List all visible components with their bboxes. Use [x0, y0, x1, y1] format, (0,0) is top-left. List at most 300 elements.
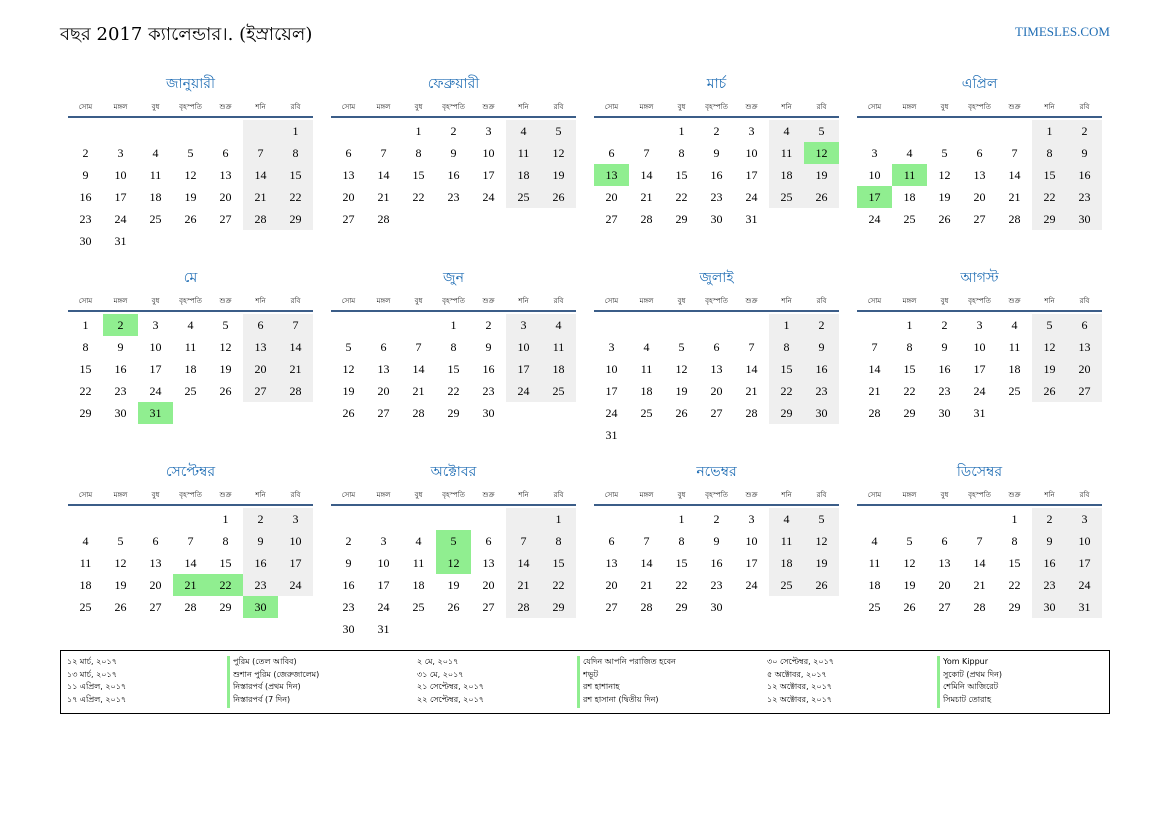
day-cell: 26 — [447, 600, 460, 614]
day-grid — [68, 120, 313, 252]
day-cell: 12 — [342, 362, 355, 376]
day-cell: 28 — [868, 406, 881, 420]
day-cell: 3 — [748, 124, 755, 138]
weekday-label: রবি — [553, 103, 564, 111]
day-cell: 8 — [82, 340, 89, 354]
day-cell: 5 — [436, 530, 471, 552]
day-cell: 4 — [769, 120, 804, 142]
empty-cell — [471, 508, 506, 530]
day-cell: 27 — [342, 212, 355, 226]
day-grid — [857, 120, 1102, 230]
day-cell: 28 — [243, 208, 278, 230]
holiday-name: শুশান পুরিম (জেরুজালেম) — [233, 669, 320, 679]
weekday-label: সোম — [78, 103, 93, 111]
weekday-label: মঙ্গল — [639, 103, 654, 111]
day-cell: 20 — [710, 384, 723, 398]
day-cell: 20 — [243, 358, 278, 380]
month-block — [857, 266, 1102, 460]
month-name: এপ্রিল — [961, 76, 998, 92]
day-cell: 21 — [412, 384, 425, 398]
day-cell: 31 — [138, 402, 173, 424]
day-cell: 22 — [1032, 186, 1067, 208]
day-cell: 15 — [675, 556, 688, 570]
day-cell: 19 — [447, 578, 460, 592]
empty-cell — [436, 618, 471, 640]
day-cell: 11 — [1008, 340, 1021, 354]
holiday-date: ৩০ সেপ্টেম্বর, ২০১৭ — [767, 657, 834, 666]
month-name: অক্টোবর — [430, 464, 477, 480]
day-cell: 22 — [541, 574, 576, 596]
day-cell: 27 — [149, 600, 162, 614]
day-cell: 3 — [152, 318, 159, 332]
day-cell: 18 — [1008, 362, 1021, 376]
weekday-label: বুধ — [677, 103, 686, 111]
day-cell: 17 — [278, 552, 313, 574]
day-cell: 8 — [450, 340, 457, 354]
empty-cell — [629, 424, 664, 446]
day-cell: 18 — [903, 190, 916, 204]
month-name: ডিসেম্বর — [956, 464, 1003, 480]
day-cell: 14 — [184, 556, 197, 570]
day-cell: 8 — [1032, 142, 1067, 164]
weekday-label: সোম — [341, 297, 356, 305]
weekday-label: মঙ্গল — [113, 491, 128, 499]
empty-cell — [769, 424, 804, 446]
weekday-label: মঙ্গল — [113, 103, 128, 111]
day-cell: 13 — [605, 556, 618, 570]
weekday-label: বুধ — [151, 297, 160, 305]
day-cell: 23 — [342, 600, 355, 614]
holiday-date: ১৩ মার্চ, ২০১৭ — [67, 669, 117, 679]
day-cell: 9 — [485, 340, 492, 354]
holiday-date-column — [417, 656, 577, 708]
month-block — [857, 460, 1102, 654]
day-cell: 8 — [415, 146, 422, 160]
day-cell: 24 — [605, 406, 618, 420]
day-cell: 16 — [1067, 164, 1102, 186]
day-cell: 12 — [804, 530, 839, 552]
day-cell: 27 — [243, 380, 278, 402]
day-cell: 13 — [219, 168, 232, 182]
weekday-label: সোম — [867, 491, 882, 499]
day-cell: 1 — [906, 318, 913, 332]
weekday-label: শনি — [255, 297, 266, 305]
holiday-date-column — [767, 656, 937, 708]
day-cell: 28 — [377, 212, 390, 226]
day-cell: 16 — [710, 556, 723, 570]
weekday-label: বৃহস্পতি — [179, 103, 202, 111]
day-cell: 25 — [769, 574, 804, 596]
day-cell: 6 — [485, 534, 492, 548]
day-cell: 19 — [342, 384, 355, 398]
day-cell: 23 — [243, 574, 278, 596]
day-cell: 26 — [342, 406, 355, 420]
day-cell: 4 — [1011, 318, 1018, 332]
day-cell: 6 — [608, 534, 615, 548]
day-cell: 10 — [506, 336, 541, 358]
weekday-label: রবি — [553, 297, 564, 305]
day-cell: 19 — [804, 552, 839, 574]
day-cell: 29 — [903, 406, 916, 420]
day-cell: 18 — [769, 164, 804, 186]
day-cell: 8 — [678, 534, 685, 548]
day-cell: 31 — [1067, 596, 1102, 618]
day-cell: 11 — [769, 142, 804, 164]
empty-cell — [331, 508, 366, 530]
day-cell: 24 — [1067, 574, 1102, 596]
day-cell: 1 — [1011, 512, 1018, 526]
holiday-name: শভূট — [583, 669, 599, 679]
day-cell: 12 — [114, 556, 127, 570]
day-cell: 20 — [149, 578, 162, 592]
day-cell: 24 — [745, 578, 758, 592]
day-cell: 16 — [938, 362, 951, 376]
weekday-label: রবি — [290, 103, 301, 111]
empty-cell — [699, 314, 734, 336]
empty-cell — [243, 230, 278, 252]
day-cell: 12 — [903, 556, 916, 570]
day-cell: 27 — [938, 600, 951, 614]
empty-cell — [892, 120, 927, 142]
day-cell: 21 — [1008, 190, 1021, 204]
day-grid — [331, 120, 576, 230]
day-cell: 30 — [342, 622, 355, 636]
empty-cell — [331, 314, 366, 336]
day-cell: 9 — [941, 340, 948, 354]
weekday-label: রবি — [816, 491, 827, 499]
weekday-label: শুক্র — [745, 297, 758, 305]
empty-cell — [366, 314, 401, 336]
day-cell: 14 — [640, 168, 653, 182]
day-cell: 19 — [804, 164, 839, 186]
day-cell: 10 — [973, 340, 986, 354]
empty-cell — [401, 314, 436, 336]
day-cell: 29 — [278, 208, 313, 230]
day-cell: 19 — [675, 384, 688, 398]
day-cell: 1 — [678, 512, 685, 526]
holiday-name: নিস্তারপর্ব (7 দিন) — [233, 694, 291, 704]
day-cell: 3 — [380, 534, 387, 548]
day-cell: 20 — [973, 190, 986, 204]
empty-cell — [962, 508, 997, 530]
day-cell: 30 — [938, 406, 951, 420]
weekday-label: বৃহস্পতি — [179, 491, 202, 499]
empty-cell — [278, 596, 313, 618]
empty-cell — [541, 208, 576, 230]
day-cell: 5 — [804, 508, 839, 530]
day-cell: 20 — [482, 578, 495, 592]
day-cell: 13 — [1067, 336, 1102, 358]
empty-cell — [278, 402, 313, 424]
weekday-label: শনি — [518, 103, 529, 111]
weekday-header — [68, 486, 313, 506]
day-cell: 23 — [1032, 574, 1067, 596]
day-cell: 31 — [377, 622, 390, 636]
day-cell: 17 — [745, 168, 758, 182]
day-cell: 21 — [377, 190, 390, 204]
day-cell: 11 — [149, 168, 162, 182]
weekday-label: রবি — [290, 297, 301, 305]
weekday-label: সোম — [867, 103, 882, 111]
weekday-label: সোম — [78, 297, 93, 305]
day-cell: 28 — [412, 406, 425, 420]
empty-cell — [541, 618, 576, 640]
empty-cell — [401, 508, 436, 530]
day-cell: 27 — [219, 212, 232, 226]
weekday-label: মঙ্গল — [113, 297, 128, 305]
holiday-name: Yom Kippur — [943, 657, 989, 666]
day-cell: 14 — [377, 168, 390, 182]
empty-cell — [927, 120, 962, 142]
empty-cell — [594, 120, 629, 142]
day-cell: 22 — [278, 186, 313, 208]
day-cell: 6 — [608, 146, 615, 160]
day-cell: 20 — [377, 384, 390, 398]
day-cell: 13 — [482, 556, 495, 570]
day-cell: 28 — [278, 380, 313, 402]
day-cell: 1 — [415, 124, 422, 138]
day-cell: 8 — [769, 336, 804, 358]
day-cell: 9 — [450, 146, 457, 160]
empty-cell — [401, 618, 436, 640]
empty-cell — [471, 208, 506, 230]
day-cell: 16 — [804, 358, 839, 380]
weekday-label: বৃহস্পতি — [705, 491, 728, 499]
day-cell: 5 — [804, 120, 839, 142]
day-cell: 4 — [506, 120, 541, 142]
empty-cell — [103, 120, 138, 142]
empty-cell — [734, 424, 769, 446]
day-cell: 28 — [745, 406, 758, 420]
day-cell: 18 — [640, 384, 653, 398]
day-cell: 9 — [804, 336, 839, 358]
day-cell: 7 — [187, 534, 194, 548]
month-name: জুলাই — [699, 270, 734, 286]
weekday-label: রবি — [816, 297, 827, 305]
day-cell: 10 — [482, 146, 495, 160]
day-cell: 23 — [447, 190, 460, 204]
day-cell: 27 — [973, 212, 986, 226]
month-block — [857, 72, 1102, 266]
weekday-label: বুধ — [151, 491, 160, 499]
day-cell: 10 — [1067, 530, 1102, 552]
day-cell: 24 — [149, 384, 162, 398]
site-link[interactable]: TIMESLES.COM — [1015, 24, 1110, 39]
weekday-label: বুধ — [414, 103, 423, 111]
day-cell: 22 — [903, 384, 916, 398]
day-cell: 1 — [1032, 120, 1067, 142]
day-cell: 26 — [1032, 380, 1067, 402]
weekday-header — [68, 292, 313, 312]
weekday-label: বৃহস্পতি — [968, 491, 991, 499]
empty-cell — [68, 120, 103, 142]
day-grid — [331, 314, 576, 424]
day-cell: 8 — [222, 534, 229, 548]
day-cell: 7 — [1011, 146, 1018, 160]
day-cell: 3 — [485, 124, 492, 138]
weekday-label: বুধ — [940, 491, 949, 499]
day-cell: 29 — [447, 406, 460, 420]
weekday-label: রবি — [816, 103, 827, 111]
weekday-label: শুক্র — [219, 297, 232, 305]
day-cell: 27 — [710, 406, 723, 420]
holiday-date: ১২ মার্চ, ২০১৭ — [67, 657, 117, 666]
day-cell: 5 — [941, 146, 948, 160]
day-cell: 10 — [605, 362, 618, 376]
day-cell: 18 — [868, 578, 881, 592]
holiday-date: ২ মে, ২০১৭ — [417, 657, 459, 666]
month-block — [594, 460, 839, 654]
day-cell: 2 — [450, 124, 457, 138]
day-cell: 30 — [1032, 596, 1067, 618]
day-cell: 20 — [605, 578, 618, 592]
day-cell: 13 — [594, 164, 629, 186]
day-cell: 26 — [541, 186, 576, 208]
weekday-label: শনি — [255, 491, 266, 499]
day-cell: 15 — [219, 556, 232, 570]
day-cell: 10 — [377, 556, 390, 570]
day-cell: 30 — [710, 600, 723, 614]
day-cell: 27 — [605, 212, 618, 226]
day-cell: 24 — [377, 600, 390, 614]
day-cell: 17 — [1067, 552, 1102, 574]
weekday-header — [594, 292, 839, 312]
day-cell: 17 — [857, 186, 892, 208]
empty-cell — [804, 596, 839, 618]
day-cell: 25 — [541, 380, 576, 402]
month-block — [594, 72, 839, 266]
weekday-label: শনি — [518, 297, 529, 305]
day-cell: 4 — [152, 146, 159, 160]
day-cell: 7 — [243, 142, 278, 164]
weekday-label: সোম — [604, 297, 619, 305]
weekday-label: মঙ্গল — [902, 297, 917, 305]
day-cell: 16 — [243, 552, 278, 574]
day-cell: 28 — [640, 212, 653, 226]
weekday-label: রবি — [290, 491, 301, 499]
day-cell: 7 — [976, 534, 983, 548]
day-cell: 5 — [1032, 314, 1067, 336]
day-cell: 9 — [713, 146, 720, 160]
weekday-label: রবি — [1079, 491, 1090, 499]
day-cell: 14 — [745, 362, 758, 376]
day-cell: 15 — [278, 164, 313, 186]
day-cell: 27 — [605, 600, 618, 614]
page-title: বছর 2017 ক্যালেন্ডার।. (ইস্রায়েল) — [60, 24, 313, 45]
day-cell: 27 — [377, 406, 390, 420]
month-block — [68, 460, 313, 654]
day-cell: 4 — [871, 534, 878, 548]
empty-cell — [366, 120, 401, 142]
weekday-header — [857, 486, 1102, 506]
day-cell: 13 — [149, 556, 162, 570]
month-name: আগস্ট — [960, 270, 999, 286]
day-cell: 28 — [506, 596, 541, 618]
day-cell: 3 — [871, 146, 878, 160]
day-cell: 4 — [187, 318, 194, 332]
day-cell: 8 — [1011, 534, 1018, 548]
empty-cell — [208, 230, 243, 252]
empty-cell — [734, 596, 769, 618]
day-cell: 8 — [541, 530, 576, 552]
empty-cell — [173, 120, 208, 142]
empty-cell — [1032, 402, 1067, 424]
empty-cell — [892, 508, 927, 530]
day-cell: 25 — [506, 186, 541, 208]
empty-cell — [208, 402, 243, 424]
day-cell: 14 — [973, 556, 986, 570]
day-cell: 24 — [506, 380, 541, 402]
weekday-label: শুক্র — [1008, 103, 1021, 111]
weekday-header — [68, 98, 313, 118]
day-cell: 9 — [345, 556, 352, 570]
day-cell: 13 — [243, 336, 278, 358]
empty-cell — [138, 120, 173, 142]
holiday-date: ১২ অক্টোবর, ২০১৭ — [767, 694, 832, 704]
day-cell: 14 — [1008, 168, 1021, 182]
day-cell: 15 — [447, 362, 460, 376]
day-cell: 17 — [114, 190, 127, 204]
empty-cell — [594, 508, 629, 530]
empty-cell — [138, 508, 173, 530]
empty-cell — [506, 402, 541, 424]
empty-cell — [103, 508, 138, 530]
day-cell: 15 — [903, 362, 916, 376]
day-cell: 5 — [541, 120, 576, 142]
day-cell: 16 — [447, 168, 460, 182]
empty-cell — [506, 208, 541, 230]
day-cell: 7 — [380, 146, 387, 160]
day-cell: 4 — [643, 340, 650, 354]
day-cell: 17 — [377, 578, 390, 592]
day-cell: 30 — [114, 406, 127, 420]
holiday-date: ২১ সেপ্টেম্বর, ২০১৭ — [417, 682, 484, 691]
day-cell: 2 — [345, 534, 352, 548]
day-cell: 15 — [1032, 164, 1067, 186]
empty-cell — [243, 402, 278, 424]
day-cell: 14 — [506, 552, 541, 574]
day-cell: 12 — [219, 340, 232, 354]
day-grid — [594, 508, 839, 618]
day-cell: 29 — [79, 406, 92, 420]
empty-cell — [629, 314, 664, 336]
day-cell: 7 — [643, 146, 650, 160]
day-cell: 25 — [640, 406, 653, 420]
day-cell: 28 — [973, 600, 986, 614]
day-cell: 25 — [868, 600, 881, 614]
day-cell: 27 — [1067, 380, 1102, 402]
day-cell: 24 — [973, 384, 986, 398]
day-cell: 12 — [184, 168, 197, 182]
holiday-date-column — [67, 656, 227, 708]
day-cell: 28 — [640, 600, 653, 614]
empty-cell — [331, 120, 366, 142]
holiday-date: ২২ সেপ্টেম্বর, ২০১৭ — [417, 694, 484, 704]
month-block — [331, 460, 576, 654]
weekday-label: বুধ — [677, 297, 686, 305]
empty-cell — [857, 314, 892, 336]
day-cell: 2 — [1032, 508, 1067, 530]
day-cell: 29 — [1008, 600, 1021, 614]
day-cell: 13 — [973, 168, 986, 182]
empty-cell — [1067, 402, 1102, 424]
holiday-name: রশ হাশানাহ — [583, 682, 620, 691]
month-name: জানুয়ারী — [166, 76, 215, 92]
day-cell: 18 — [184, 362, 197, 376]
day-cell: 16 — [710, 168, 723, 182]
day-cell: 23 — [710, 190, 723, 204]
day-cell: 7 — [415, 340, 422, 354]
